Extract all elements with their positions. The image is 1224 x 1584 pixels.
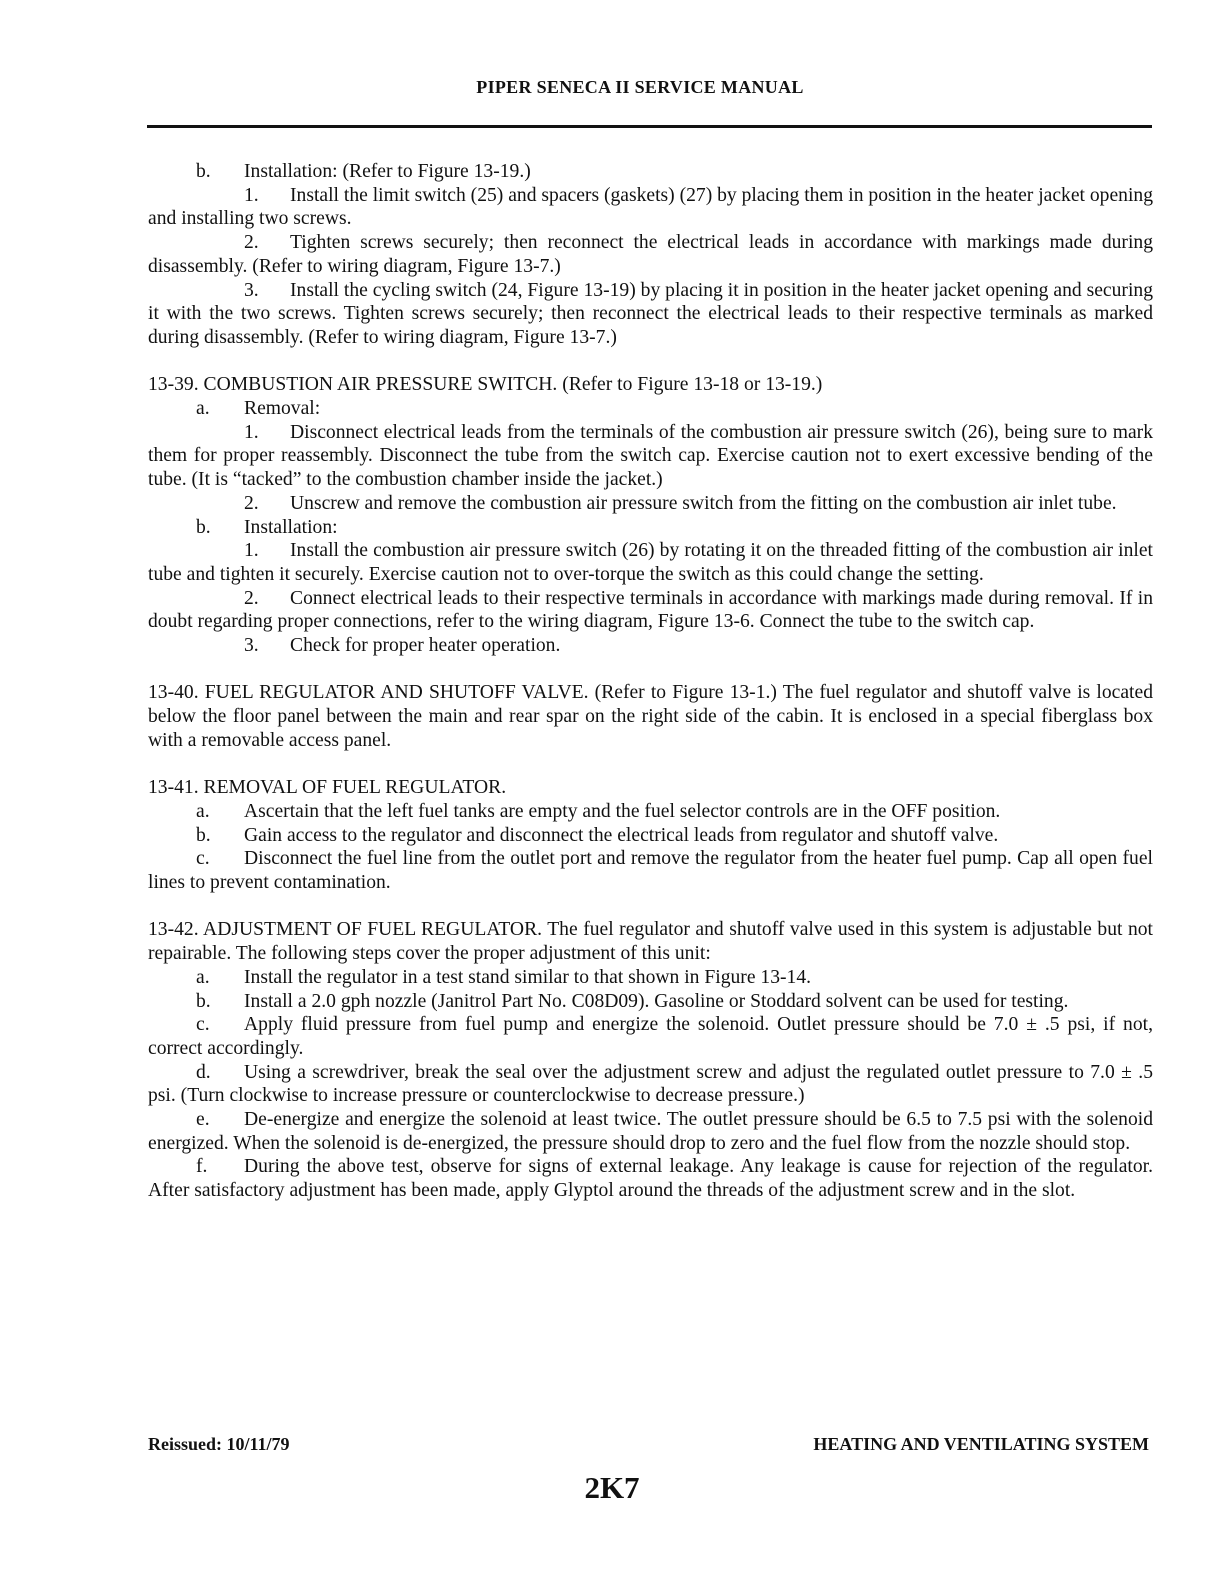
installation-item: b. Installation: (Refer to Figure 13-19.) [196,161,531,182]
chapter-title: HEATING AND VENTILATING SYSTEM [813,1434,1149,1454]
installation-step-1: 1. Install the limit switch (25) and spacers (gaskets) (27) by placing them in position in the heater jacket opening and installing two screws. [148,184,1153,230]
removal-item: a. Removal: [196,398,321,420]
page-header-title: PIPER SENECA II SERVICE MANUAL [476,77,804,97]
section-13-40: 13-40. FUEL REGULATOR AND SHUTOFF VALVE. (Refer to Figure 13-1.) The fuel regulator and shutoff valve is located below the floor panel between the main and rear spar on the right side of the cabin. It is enclosed in a special fiberglass box with a removable access panel. [148,682,1153,751]
installation-item-2: b. Installation: [196,516,338,538]
manual-body [148,160,1153,1203]
list-item: c. Disconnect the fuel line from the outlet port and remove the regulator from the heater fuel pump. Cap all open fuel lines to prevent contamination. [148,848,1153,894]
list-item: b. Gain access to the regulator and disconnect the electrical leads from regulator and shutoff valve. [196,824,999,846]
removal-step-1: 1. Disconnect electrical leads from the terminals of the combustion air pressure switch (26), being sure to mark them for proper reassembly. Disconnect the tube from the switch cap. Exercise caution not to exert excessive bending of the tube. (It is “tacked” to the combustion chamber inside the jacket.) [148,421,1153,491]
install-step-2: 2. Connect electrical leads to their respective terminals in accordance with markings made during removal. If in doubt regarding proper connections, refer to the wiring diagram, Figure 13-6. Connect the tube to the switch cap. [148,587,1153,633]
list-item: a. Install the regulator in a test stand similar to that shown in Figure 13-14. [196,966,812,988]
installation-step-2: 2. Tighten screws securely; then reconnect the electrical leads in accordance with markings made during disassembly. (Refer to wiring diagram, Figure 13-7.) [148,232,1153,277]
reissued-date: Reissued: 10/11/79 [148,1434,290,1454]
install-step-3: 3. Check for proper heater operation. [244,635,561,657]
list-item: c. Apply fluid pressure from fuel pump and energize the solenoid. Outlet pressure should be 7.0 ± .5 psi, if not, correct accordingly. [148,1014,1153,1059]
removal-step-2: 2. Unscrew and remove the combustion air pressure switch from the fitting on the combustion air inlet tube. [244,492,1117,514]
section-13-39-heading: 13-39. COMBUSTION AIR PRESSURE SWITCH. (Refer to Figure 13-18 or 13-19.) [148,374,823,396]
list-item: d. Using a screwdriver, break the seal over the adjustment screw and adjust the regulated outlet pressure to 7.0 ± .5 psi. (Turn clockwise to increase pressure or counterclockwise to decrease pressure.) [148,1061,1153,1107]
list-item: e. De-energize and energize the solenoid at least twice. The outlet pressure should be 6.5 to 7.5 psi with the solenoid energized. When the solenoid is de-energized, the pressure should drop to zero and the fuel flow from the nozzle should stop. [148,1109,1153,1154]
list-item: a. Ascertain that the left fuel tanks are empty and the fuel selector controls are in the OFF position. [196,800,1001,822]
installation-step-3: 3. Install the cycling switch (24, Figure 13-19) by placing it in position in the heater jacket opening and securing it with the two screws. Tighten screws securely; then reconnect the electrical leads to their respective terminals as marked during disassembly. (Refer to wiring diagram, Figure 13-7.) [148,279,1153,348]
header-rule [147,125,1152,128]
list-item: f. During the above test, observe for signs of external leakage. Any leakage is cause for rejection of the regulator. After satisfactory adjustment has been made, apply Glyptol around the threads of the adjustment screw and in the slot. [148,1156,1153,1202]
install-step-1: 1. Install the combustion air pressure switch (26) by rotating it on the threaded fitting of the combustion air inlet tube and tighten it securely. Exercise caution not to over-torque the switch as this could change the setting. [148,540,1153,585]
section-13-41-heading: 13-41. REMOVAL OF FUEL REGULATOR. [148,777,507,799]
page-code: 2K7 [584,1470,640,1505]
section-13-42: 13-42. ADJUSTMENT OF FUEL REGULATOR. The fuel regulator and shutoff valve used in this system is adjustable but not repairable. The following steps cover the proper adjustment of this unit: [148,919,1153,965]
list-item: b. Install a 2.0 gph nozzle (Janitrol Part No. C08D09). Gasoline or Stoddard solvent can be used for testing. [196,990,1069,1012]
